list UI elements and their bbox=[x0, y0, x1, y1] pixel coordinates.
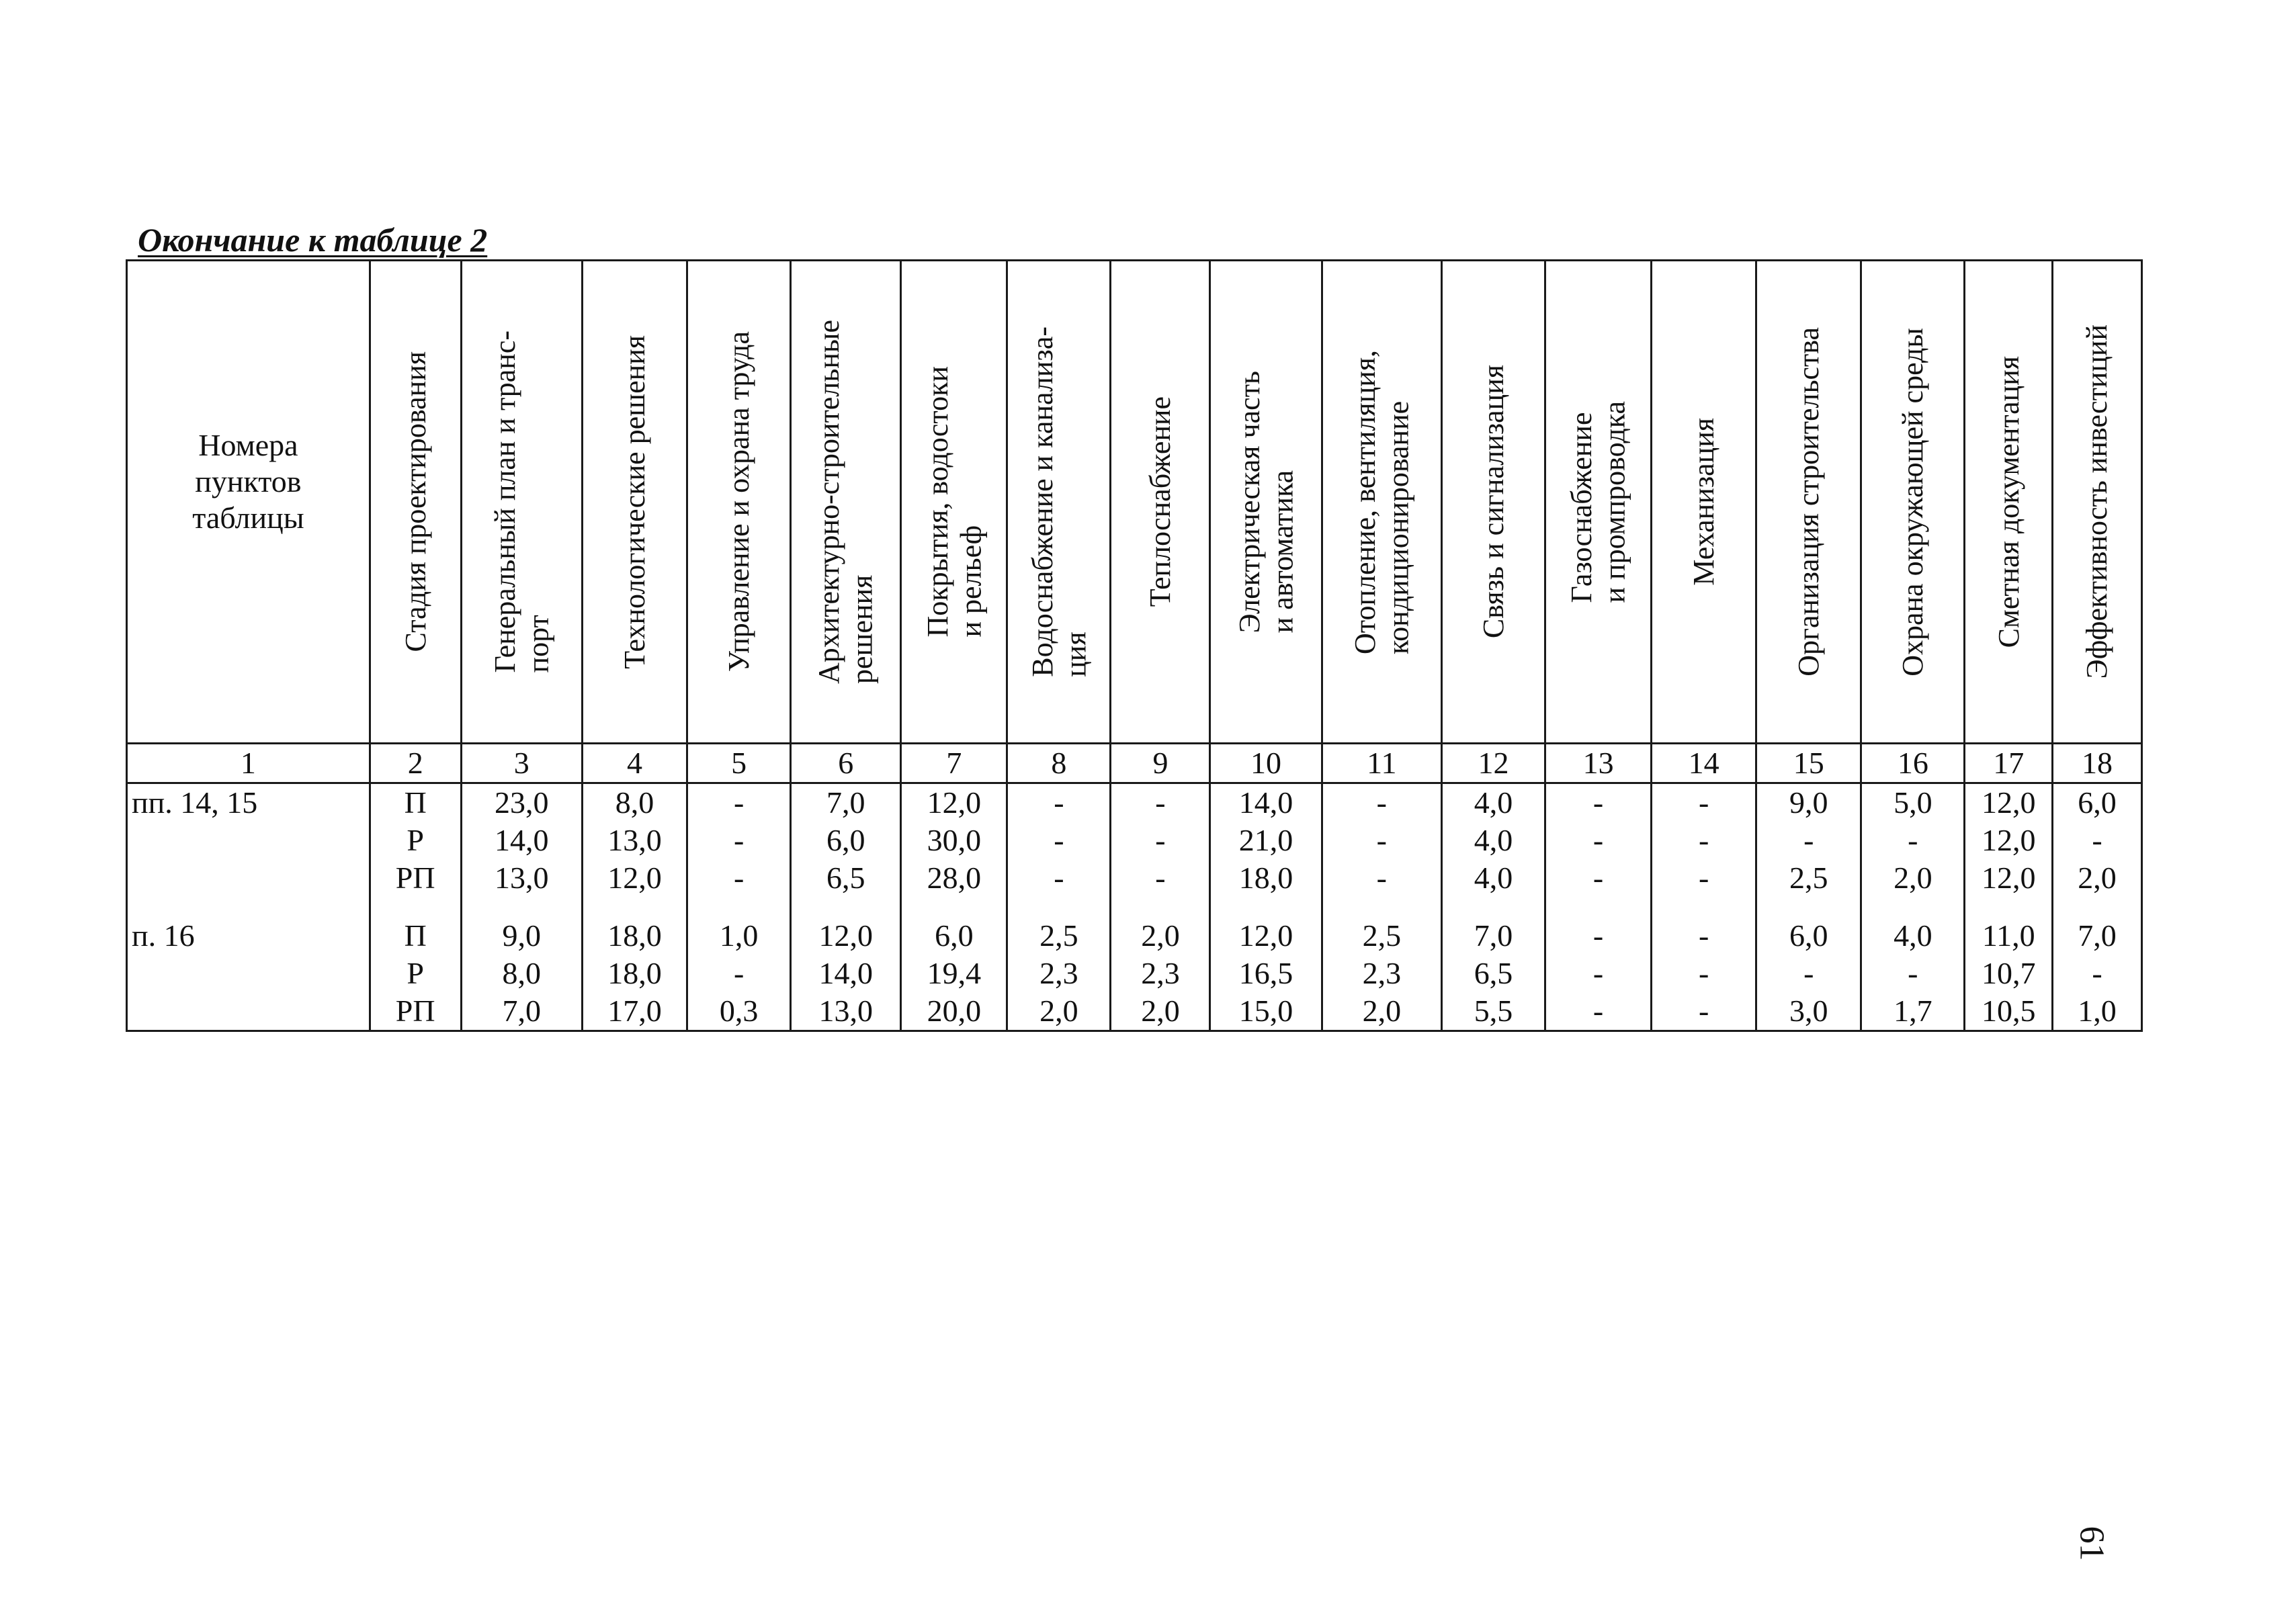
stage-value: Р bbox=[407, 823, 424, 857]
header-label: Организация строительства bbox=[1792, 327, 1826, 677]
table-value: - bbox=[1699, 785, 1709, 820]
table-value: - bbox=[1803, 823, 1814, 857]
table-value: 2,0 bbox=[2078, 861, 2117, 895]
header-label: Водоснабжение и канализа- ция bbox=[1025, 326, 1092, 677]
table-value: 10,5 bbox=[1981, 994, 2036, 1028]
page-number: 61 bbox=[2072, 1526, 2111, 1561]
table-value: 12,0 bbox=[1981, 823, 2036, 857]
header-cell bbox=[2053, 261, 2142, 744]
column-number: 2 bbox=[370, 744, 461, 783]
column-number: 14 bbox=[1652, 744, 1756, 783]
table-value: 6,0 bbox=[935, 918, 974, 953]
table-value: - bbox=[1803, 956, 1814, 990]
table-value: - bbox=[1592, 861, 1604, 895]
table-value: 2,5 bbox=[1789, 861, 1828, 895]
table-value: - bbox=[1155, 785, 1166, 820]
header-cell bbox=[901, 261, 1007, 744]
table-value: 2,0 bbox=[1141, 994, 1180, 1028]
column-number: 10 bbox=[1210, 744, 1322, 783]
header-cell bbox=[1756, 261, 1861, 744]
table-value: - bbox=[733, 956, 745, 990]
table-value: 4,0 bbox=[1474, 861, 1513, 895]
data-column-cell bbox=[1007, 783, 1111, 1031]
header-cell bbox=[1210, 261, 1322, 744]
table-value: - bbox=[1592, 918, 1604, 953]
header-cell bbox=[1442, 261, 1545, 744]
table-value: 30,0 bbox=[927, 823, 982, 857]
header-label: Газоснабжение и промпроводка bbox=[1565, 400, 1631, 603]
table-value: 21,0 bbox=[1238, 823, 1293, 857]
table-value: 5,0 bbox=[1894, 785, 1932, 820]
data-column-cell bbox=[1965, 783, 2053, 1031]
column-number: 6 bbox=[791, 744, 901, 783]
table-value: 14,0 bbox=[818, 956, 873, 990]
data-column-cell bbox=[1111, 783, 1210, 1031]
table-value: 7,0 bbox=[826, 785, 865, 820]
table-value: 12,0 bbox=[1981, 785, 2036, 820]
table-value: - bbox=[1054, 785, 1064, 820]
table-value: 19,4 bbox=[927, 956, 982, 990]
header-label: Управление и охрана труда bbox=[722, 331, 755, 672]
table-value: - bbox=[1155, 823, 1166, 857]
table-value: 1,7 bbox=[1894, 994, 1932, 1028]
stage-value: П bbox=[404, 918, 427, 953]
table-value: 7,0 bbox=[1474, 918, 1513, 953]
group-label: п. 16 bbox=[132, 918, 195, 953]
table-value: 14,0 bbox=[1238, 785, 1293, 820]
header-label: Теплоснабжение bbox=[1144, 396, 1177, 607]
header-cell bbox=[1652, 261, 1756, 744]
column-number: 13 bbox=[1545, 744, 1652, 783]
table-value: - bbox=[1054, 823, 1064, 857]
table-value: 14,0 bbox=[495, 823, 549, 857]
header-label: Отопление, вентиляция, кондиционирование bbox=[1349, 349, 1415, 654]
table-value: 6,0 bbox=[826, 823, 865, 857]
table-value: - bbox=[1376, 861, 1387, 895]
stage-value: РП bbox=[395, 861, 435, 895]
header-cell bbox=[1861, 261, 1965, 744]
header-label: Связь и сигнализация bbox=[1476, 365, 1510, 639]
header-label: Механизация bbox=[1687, 418, 1721, 586]
table-value: 9,0 bbox=[1789, 785, 1828, 820]
column-number: 3 bbox=[461, 744, 582, 783]
table-value: 17,0 bbox=[607, 994, 662, 1028]
table-value: - bbox=[1592, 785, 1604, 820]
stage-value: РП bbox=[395, 994, 435, 1028]
column-number: 15 bbox=[1756, 744, 1861, 783]
header-cell bbox=[1111, 261, 1210, 744]
header-row bbox=[127, 261, 2142, 744]
header-label: Стадия проектирования bbox=[398, 351, 432, 652]
table-value: 2,0 bbox=[1039, 994, 1078, 1028]
table-value: 2,0 bbox=[1362, 994, 1402, 1028]
table-value: - bbox=[1908, 823, 1918, 857]
table-value: - bbox=[1908, 956, 1918, 990]
data-column-cell bbox=[1861, 783, 1965, 1031]
header-cell bbox=[1322, 261, 1441, 744]
table-value: - bbox=[1376, 823, 1387, 857]
table-value: 18,0 bbox=[607, 918, 662, 953]
data-column-cell bbox=[583, 783, 687, 1031]
table-value: 7,0 bbox=[2078, 918, 2117, 953]
table-value: - bbox=[1699, 994, 1709, 1028]
column-number: 16 bbox=[1861, 744, 1965, 783]
table-value: 2,5 bbox=[1039, 918, 1078, 953]
header-cell-row-numbers bbox=[127, 261, 370, 744]
header-label: Архитектурно-строительные решения bbox=[812, 320, 879, 684]
column-number: 1 bbox=[127, 744, 370, 783]
table-value: 6,0 bbox=[2078, 785, 2117, 820]
group-label-spacer bbox=[128, 822, 369, 859]
table-value: 9,0 bbox=[502, 918, 542, 953]
table-value: 6,5 bbox=[1474, 956, 1513, 990]
table-value: - bbox=[733, 861, 745, 895]
table-value: 0,3 bbox=[719, 994, 759, 1028]
table-value: 11,0 bbox=[1982, 918, 2035, 953]
data-column-cell bbox=[1545, 783, 1652, 1031]
header-cell bbox=[1007, 261, 1111, 744]
table-value: 12,0 bbox=[607, 861, 662, 895]
table-value: 2,3 bbox=[1141, 956, 1180, 990]
column-number: 7 bbox=[901, 744, 1007, 783]
column-number: 9 bbox=[1111, 744, 1210, 783]
table-value: - bbox=[1054, 861, 1064, 895]
group-label-spacer bbox=[128, 992, 369, 1030]
table-value: 12,0 bbox=[1981, 861, 2036, 895]
column-number: 4 bbox=[583, 744, 687, 783]
column-number-row bbox=[127, 744, 2142, 783]
data-column-cell bbox=[1756, 783, 1861, 1031]
group-label: пп. 14, 15 bbox=[132, 785, 258, 820]
table-value: 10,7 bbox=[1981, 956, 2036, 990]
table-value: 4,0 bbox=[1894, 918, 1932, 953]
data-column-cell bbox=[2053, 783, 2142, 1031]
stage-value: П bbox=[404, 785, 427, 820]
table-value: - bbox=[733, 823, 745, 857]
table-value: 18,0 bbox=[607, 956, 662, 990]
header-label: Эффективность инвестиций bbox=[2080, 324, 2114, 679]
header-cell bbox=[1965, 261, 2053, 744]
data-column-cell bbox=[687, 783, 791, 1031]
table-value: - bbox=[2092, 956, 2102, 990]
data-column-cell bbox=[1442, 783, 1545, 1031]
data-column-cell bbox=[1652, 783, 1756, 1031]
table-value: - bbox=[1699, 823, 1709, 857]
table-value: 2,0 bbox=[1141, 918, 1180, 953]
header-cell bbox=[583, 261, 687, 744]
header-label: Генеральный план и транс- порт bbox=[488, 331, 555, 673]
table-value: 15,0 bbox=[1238, 994, 1293, 1028]
table-value: - bbox=[1592, 956, 1604, 990]
table-value: 16,5 bbox=[1238, 956, 1293, 990]
table-value: 18,0 bbox=[1238, 861, 1293, 895]
table-value: - bbox=[1699, 956, 1709, 990]
data-column-cell bbox=[461, 783, 582, 1031]
table-value: 12,0 bbox=[927, 785, 982, 820]
table-value: 12,0 bbox=[818, 918, 873, 953]
table-value: - bbox=[1592, 823, 1604, 857]
group-label-spacer bbox=[128, 955, 369, 992]
table-value: 7,0 bbox=[502, 994, 542, 1028]
header-cell bbox=[687, 261, 791, 744]
table-value: 1,0 bbox=[719, 918, 759, 953]
table-value: 3,0 bbox=[1789, 994, 1828, 1028]
data-table bbox=[126, 259, 2143, 1032]
column-number: 8 bbox=[1007, 744, 1111, 783]
column-number: 18 bbox=[2053, 744, 2142, 783]
table-value: 2,3 bbox=[1039, 956, 1078, 990]
table-caption: Окончание к таблице 2 bbox=[138, 221, 488, 259]
table-value: 2,5 bbox=[1362, 918, 1402, 953]
table-value: 13,0 bbox=[818, 994, 873, 1028]
data-column-cell bbox=[901, 783, 1007, 1031]
table-body-row bbox=[127, 783, 2142, 1031]
table-value: 4,0 bbox=[1474, 785, 1513, 820]
header-label: Сметная документация bbox=[1992, 355, 2025, 648]
stage-value: Р bbox=[407, 956, 424, 990]
header-label: Электрическая часть и автоматика bbox=[1232, 370, 1300, 634]
table-value: - bbox=[1592, 994, 1604, 1028]
header-label: Технологические решения bbox=[618, 335, 651, 669]
data-column-cell bbox=[370, 783, 461, 1031]
header-label: Охрана окружающей среды bbox=[1896, 327, 1930, 677]
table-value: 28,0 bbox=[927, 861, 982, 895]
group-label-spacer bbox=[128, 859, 369, 897]
column-number: 17 bbox=[1965, 744, 2053, 783]
table-value: - bbox=[1376, 785, 1387, 820]
group-label-cell bbox=[127, 783, 370, 1031]
header-cell bbox=[461, 261, 582, 744]
table-value: 20,0 bbox=[927, 994, 982, 1028]
data-column-cell bbox=[1210, 783, 1322, 1031]
column-number: 11 bbox=[1322, 744, 1441, 783]
table-value: 5,5 bbox=[1474, 994, 1513, 1028]
table-value: 8,0 bbox=[502, 956, 542, 990]
header-label: Покрытия, водостоки и рельеф bbox=[921, 366, 987, 638]
header-row-numbers-label: Номера пунктов таблицы bbox=[192, 427, 304, 535]
header-cell bbox=[1545, 261, 1652, 744]
table-value: - bbox=[1699, 861, 1709, 895]
data-column-cell bbox=[791, 783, 901, 1031]
table-value: 2,3 bbox=[1362, 956, 1402, 990]
table-value: 6,5 bbox=[826, 861, 865, 895]
table-value: 13,0 bbox=[607, 823, 662, 857]
table-value: 6,0 bbox=[1789, 918, 1828, 953]
table-value: 12,0 bbox=[1238, 918, 1293, 953]
column-number: 5 bbox=[687, 744, 791, 783]
table-value: 1,0 bbox=[2078, 994, 2117, 1028]
table-value: 4,0 bbox=[1474, 823, 1513, 857]
table-value: 8,0 bbox=[615, 785, 654, 820]
table-value: 2,0 bbox=[1894, 861, 1932, 895]
column-number: 12 bbox=[1442, 744, 1545, 783]
table-value: 23,0 bbox=[495, 785, 549, 820]
data-column-cell bbox=[1322, 783, 1441, 1031]
table-value: - bbox=[1699, 918, 1709, 953]
header-cell bbox=[370, 261, 461, 744]
header-cell bbox=[791, 261, 901, 744]
table-value: - bbox=[1155, 861, 1166, 895]
table-value: 13,0 bbox=[495, 861, 549, 895]
table-value: - bbox=[2092, 823, 2102, 857]
table-value: - bbox=[733, 785, 745, 820]
